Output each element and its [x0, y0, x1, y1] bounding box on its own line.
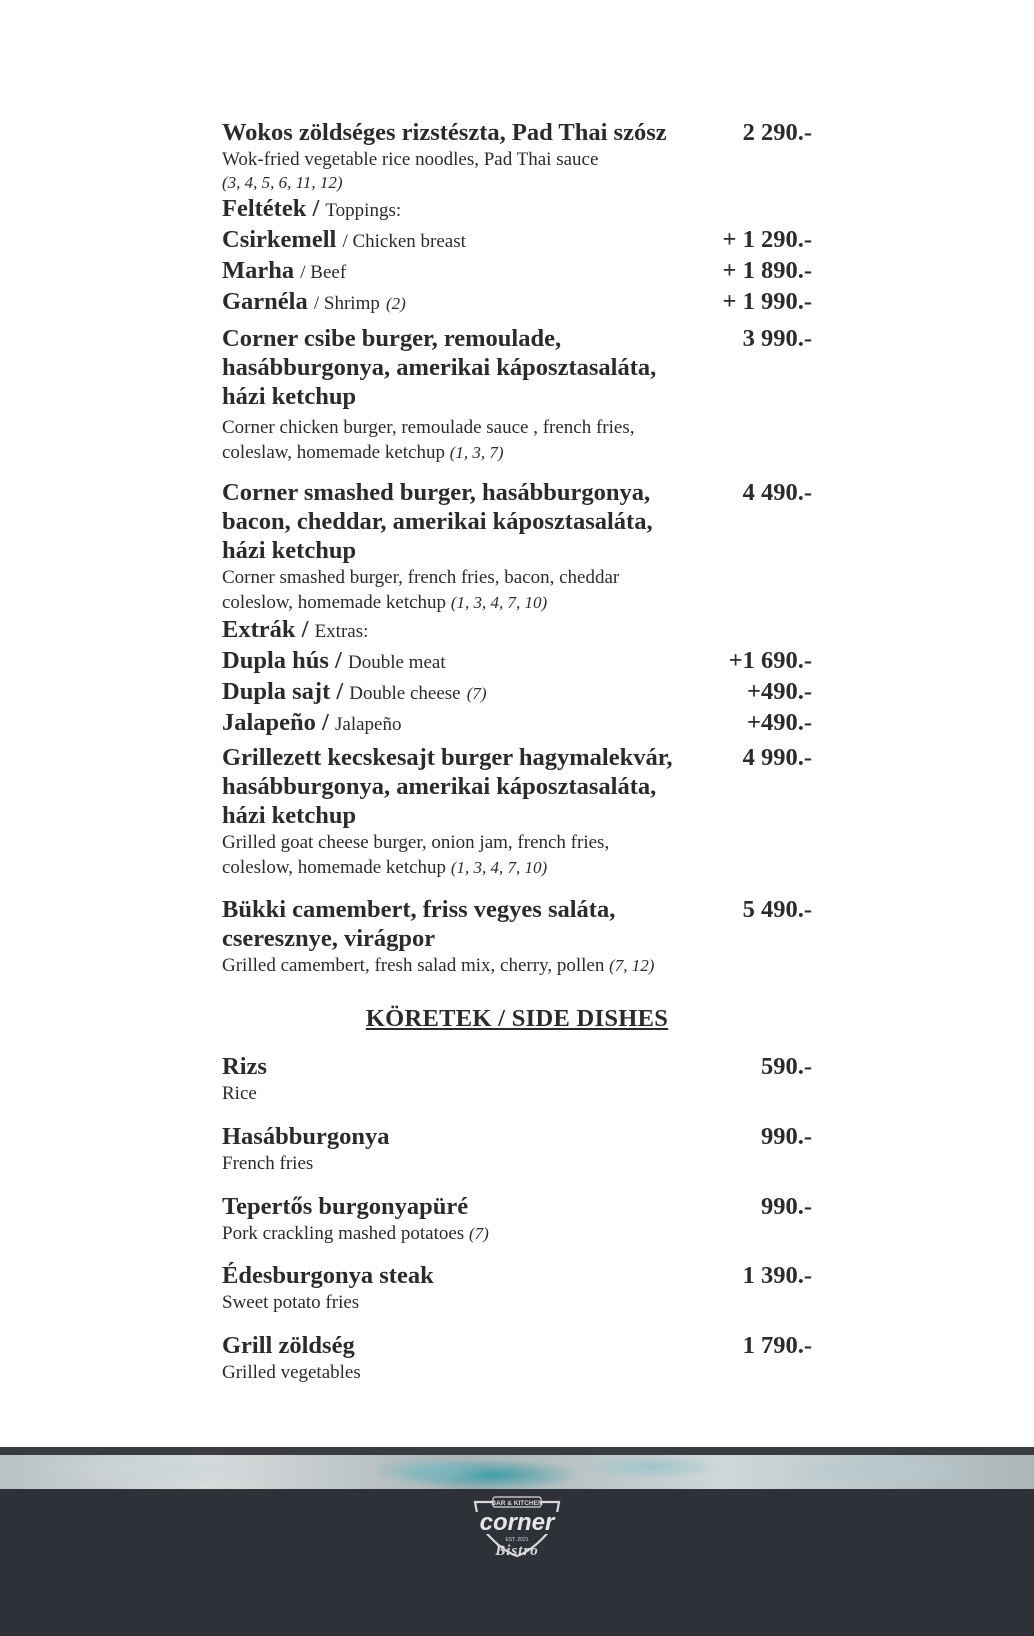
- item-name-line: Corner csibe burger, remoulade,: [222, 325, 562, 352]
- option-price: + 1 990.-: [722, 288, 812, 315]
- side-allergens: (7): [468, 1224, 489, 1243]
- side-price: 1 390.-: [742, 1262, 812, 1289]
- option-price: + 1 290.-: [722, 226, 812, 253]
- item-price: 4 490.-: [742, 479, 812, 506]
- option-name-en: / Beef: [300, 262, 347, 283]
- options-title-hu: Feltétek /: [222, 195, 320, 222]
- item-name-line: Grillezett kecskesajt burger hagymalekvár,: [222, 744, 673, 771]
- decorative-marble-strip: [0, 1447, 1034, 1489]
- menu-item-smashed-burger: [222, 478, 812, 743]
- option-name-en: Jalapeño: [335, 714, 402, 735]
- side-description: French fries: [222, 1153, 314, 1174]
- options-heading: [222, 615, 812, 646]
- item-description-line: Corner smashed burger, french fries, bacon, cheddar: [222, 567, 620, 588]
- side-price: 1 790.-: [742, 1332, 812, 1359]
- options-title-en: Toppings:: [325, 200, 402, 221]
- option-allergens: (2): [385, 294, 406, 313]
- item-name-line: bacon, cheddar, amerikai káposztasaláta,: [222, 508, 653, 535]
- item-name: Wokos zöldséges rizstészta, Pad Thai szósz: [222, 119, 667, 146]
- item-name-line: Bükki camembert, friss vegyes saláta,: [222, 896, 616, 923]
- side-description: Sweet potato fries: [222, 1292, 360, 1313]
- option-allergens: (7): [466, 684, 487, 703]
- option-name-en: Double meat: [347, 652, 446, 673]
- option-name-hu: Dupla hús /: [222, 647, 342, 674]
- side-dishes-list: [222, 1052, 812, 1401]
- item-description: [222, 953, 812, 978]
- option-price: + 1 890.-: [722, 257, 812, 284]
- item-name-line: házi ketchup: [222, 383, 357, 410]
- menu-item-goat-cheese-burger: [222, 743, 812, 895]
- item-description-line: Grilled goat cheese burger, onion jam, french fries,: [222, 832, 610, 853]
- option-row: [222, 677, 812, 708]
- option-name-en: / Chicken breast: [342, 231, 466, 252]
- logo-est: EST. 2021: [505, 1537, 529, 1543]
- option-price: +490.-: [747, 709, 812, 736]
- item-allergens: (7, 12): [609, 956, 655, 975]
- side-price: 990.-: [760, 1123, 812, 1150]
- logo-top-label: BAR & KITCHEN: [491, 1500, 543, 1507]
- item-description-line: coleslow, homemade ketchup: [222, 857, 447, 878]
- menu-item-pad-thai: [222, 118, 812, 324]
- side-name: Grill zöldség: [222, 1332, 355, 1359]
- item-allergens: (1, 3, 4, 7, 10): [450, 858, 548, 877]
- option-price: +1 690.-: [728, 647, 812, 674]
- side-dish-item: [222, 1052, 812, 1122]
- options-title-hu: Extrák /: [222, 616, 309, 643]
- item-description: [222, 830, 812, 880]
- side-price: 990.-: [760, 1193, 812, 1220]
- option-price: +490.-: [747, 678, 812, 705]
- item-description: [222, 415, 812, 465]
- item-description: [222, 565, 812, 615]
- item-allergens: (1, 3, 4, 7, 10): [450, 593, 548, 612]
- option-row: [222, 256, 812, 287]
- side-dish-item: [222, 1261, 812, 1331]
- item-price: 4 990.-: [742, 744, 812, 771]
- section-title-side-dishes: KÖRETEK / SIDE DISHES: [365, 1005, 669, 1032]
- item-description-line: coleslow, homemade ketchup: [222, 592, 447, 613]
- item-allergens: (1, 3, 7): [449, 443, 504, 462]
- item-price: 2 290.-: [742, 119, 812, 146]
- item-price: 5 490.-: [742, 896, 812, 923]
- side-description: Rice: [222, 1083, 257, 1104]
- item-description-line: coleslaw, homemade ketchup: [222, 442, 445, 463]
- option-name-en: / Shrimp: [313, 293, 380, 314]
- item-name-line: cseresznye, virágpor: [222, 925, 436, 952]
- menu-item-camembert: [222, 895, 812, 985]
- item-price: 3 990.-: [742, 325, 812, 352]
- side-name: Tepertős burgonyapüré: [222, 1193, 469, 1220]
- option-name-hu: Jalapeño /: [222, 709, 329, 736]
- side-name: Édesburgonya steak: [222, 1262, 434, 1289]
- item-name-line: hasábburgonya, amerikai káposztasaláta,: [222, 354, 657, 381]
- option-name-hu: Marha: [222, 257, 295, 284]
- logo-script-bistro: Bistro: [495, 1543, 539, 1559]
- side-price: 590.-: [760, 1053, 812, 1080]
- item-description: Wok-fried vegetable rice noodles, Pad Thai sauce: [222, 149, 599, 170]
- side-name: Hasábburgonya: [222, 1123, 390, 1150]
- options-title-en: Extras:: [314, 621, 369, 642]
- item-name-line: hasábburgonya, amerikai káposztasaláta,: [222, 773, 657, 800]
- item-name-line: Corner smashed burger, hasábburgonya,: [222, 479, 651, 506]
- item-name-line: házi ketchup: [222, 537, 357, 564]
- side-description: Pork crackling mashed potatoes: [222, 1223, 465, 1244]
- option-row: [222, 708, 812, 739]
- side-dish-item: [222, 1192, 812, 1261]
- options-heading: [222, 194, 812, 225]
- option-name-hu: Garnéla: [222, 288, 308, 315]
- item-allergens: (3, 4, 5, 6, 11, 12): [222, 173, 343, 192]
- option-name-hu: Csirkemell: [222, 226, 337, 253]
- menu-main: [222, 118, 812, 985]
- option-name-en: Double cheese: [349, 683, 461, 704]
- side-dish-item: [222, 1331, 812, 1401]
- side-name: Rizs: [222, 1053, 267, 1080]
- logo-wordmark: corner: [479, 1509, 555, 1536]
- option-row: [222, 646, 812, 677]
- item-description-line: Corner chicken burger, remoulade sauce , french fries,: [222, 417, 635, 438]
- item-description-text: Grilled camembert, fresh salad mix, cherry, pollen: [222, 955, 605, 976]
- item-name-line: házi ketchup: [222, 802, 357, 829]
- option-row: [222, 225, 812, 256]
- option-row: [222, 287, 812, 318]
- side-dish-item: [222, 1122, 812, 1192]
- option-name-hu: Dupla sajt /: [222, 678, 344, 705]
- menu-item-chicken-burger: [222, 324, 812, 478]
- side-description: Grilled vegetables: [222, 1362, 361, 1383]
